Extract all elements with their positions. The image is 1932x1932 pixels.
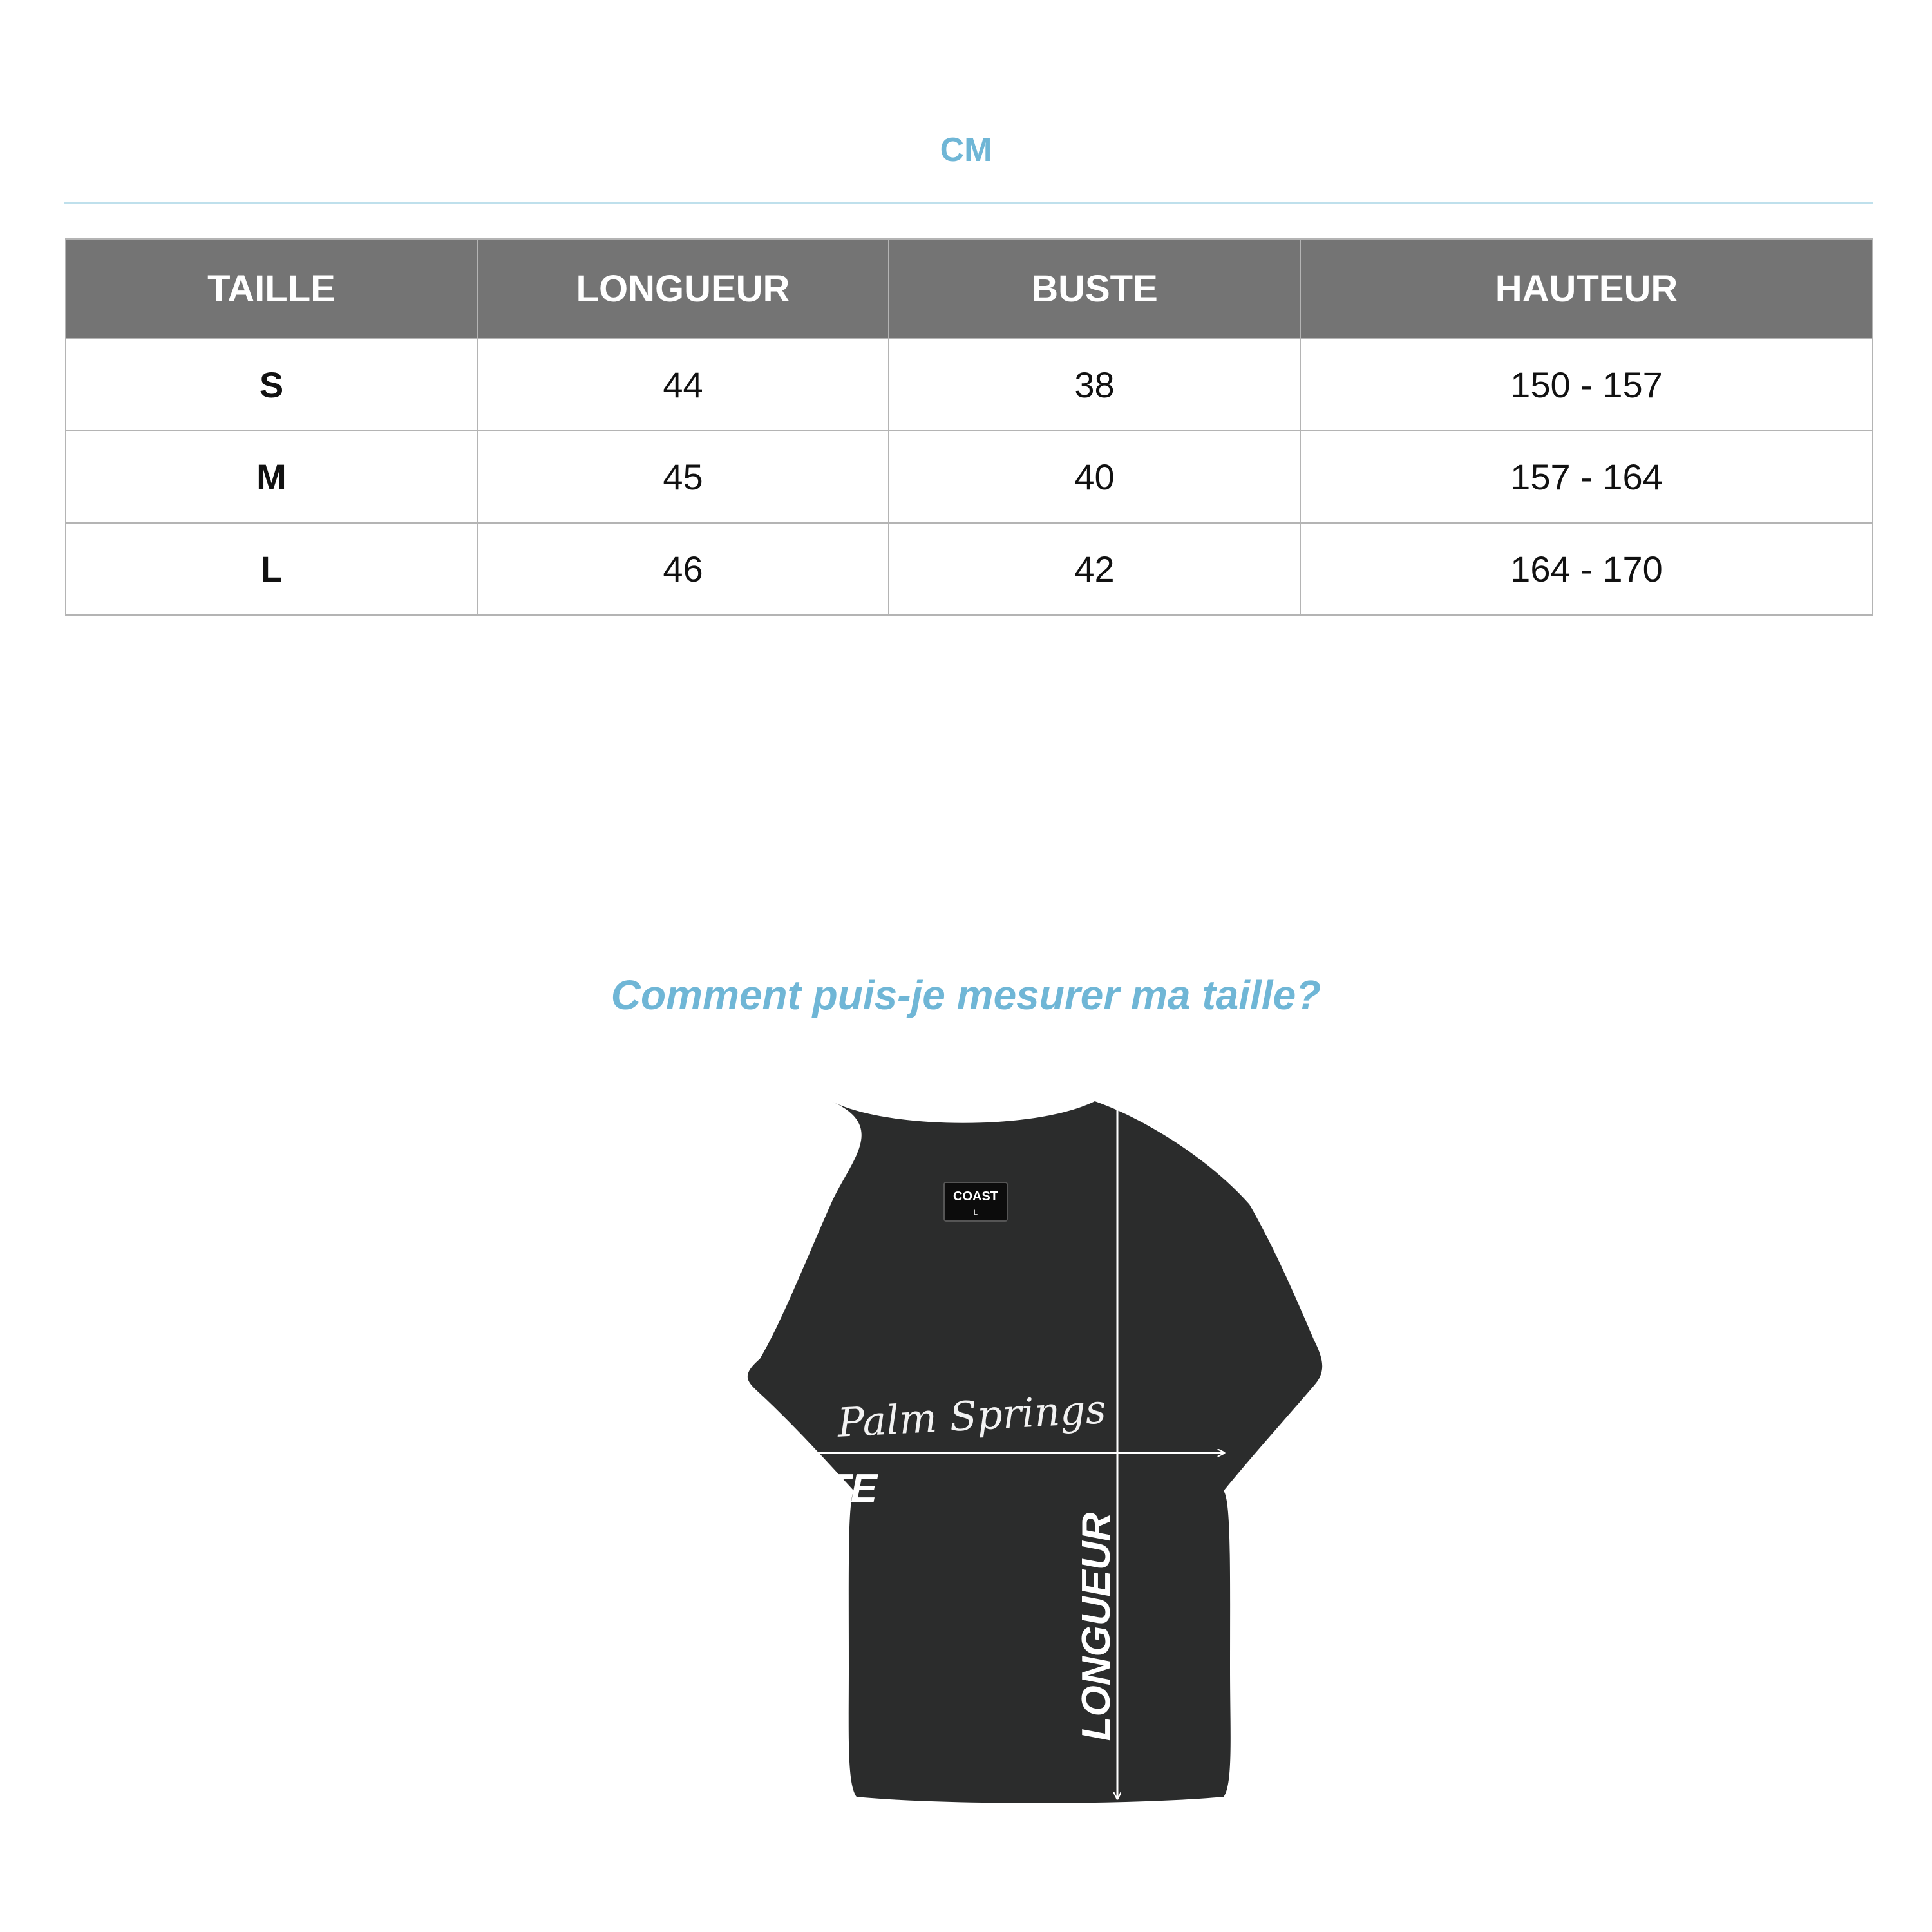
shirt-measurement-diagram — [554, 1088, 1385, 1816]
table-header-row — [66, 239, 1873, 339]
shirt-print-text: Palm Springs — [836, 1385, 1108, 1446]
table-row — [66, 431, 1873, 523]
longueur-cell: 46 — [477, 523, 889, 615]
longueur-cell: 45 — [477, 431, 889, 523]
header-buste: BUSTE — [889, 239, 1300, 339]
header-longueur: LONGUEUR — [477, 239, 889, 339]
size-cell: L — [66, 523, 477, 615]
neck-label-brand: COAST — [953, 1189, 998, 1204]
measure-guide-title: Comment puis-je mesurer ma taille? — [611, 972, 1321, 1018]
table-row — [66, 339, 1873, 431]
neck-label-size: L — [973, 1209, 978, 1217]
hauteur-cell: 150 - 157 — [1300, 339, 1873, 431]
buste-cell: 42 — [889, 523, 1300, 615]
size-cell: S — [66, 339, 477, 431]
hauteur-cell: 164 - 170 — [1300, 523, 1873, 615]
buste-label: BUSTE — [742, 1466, 878, 1511]
size-table — [65, 238, 1873, 616]
header-hauteur: HAUTEUR — [1300, 239, 1873, 339]
table-row — [66, 523, 1873, 615]
header-taille: TAILLE — [66, 239, 477, 339]
longueur-cell: 44 — [477, 339, 889, 431]
unit-divider — [64, 202, 1873, 204]
hauteur-cell: 157 - 164 — [1300, 431, 1873, 523]
buste-cell: 38 — [889, 339, 1300, 431]
buste-cell: 40 — [889, 431, 1300, 523]
size-cell: M — [66, 431, 477, 523]
longueur-label: LONGUEUR — [1074, 1512, 1119, 1741]
unit-title: CM — [940, 131, 992, 169]
